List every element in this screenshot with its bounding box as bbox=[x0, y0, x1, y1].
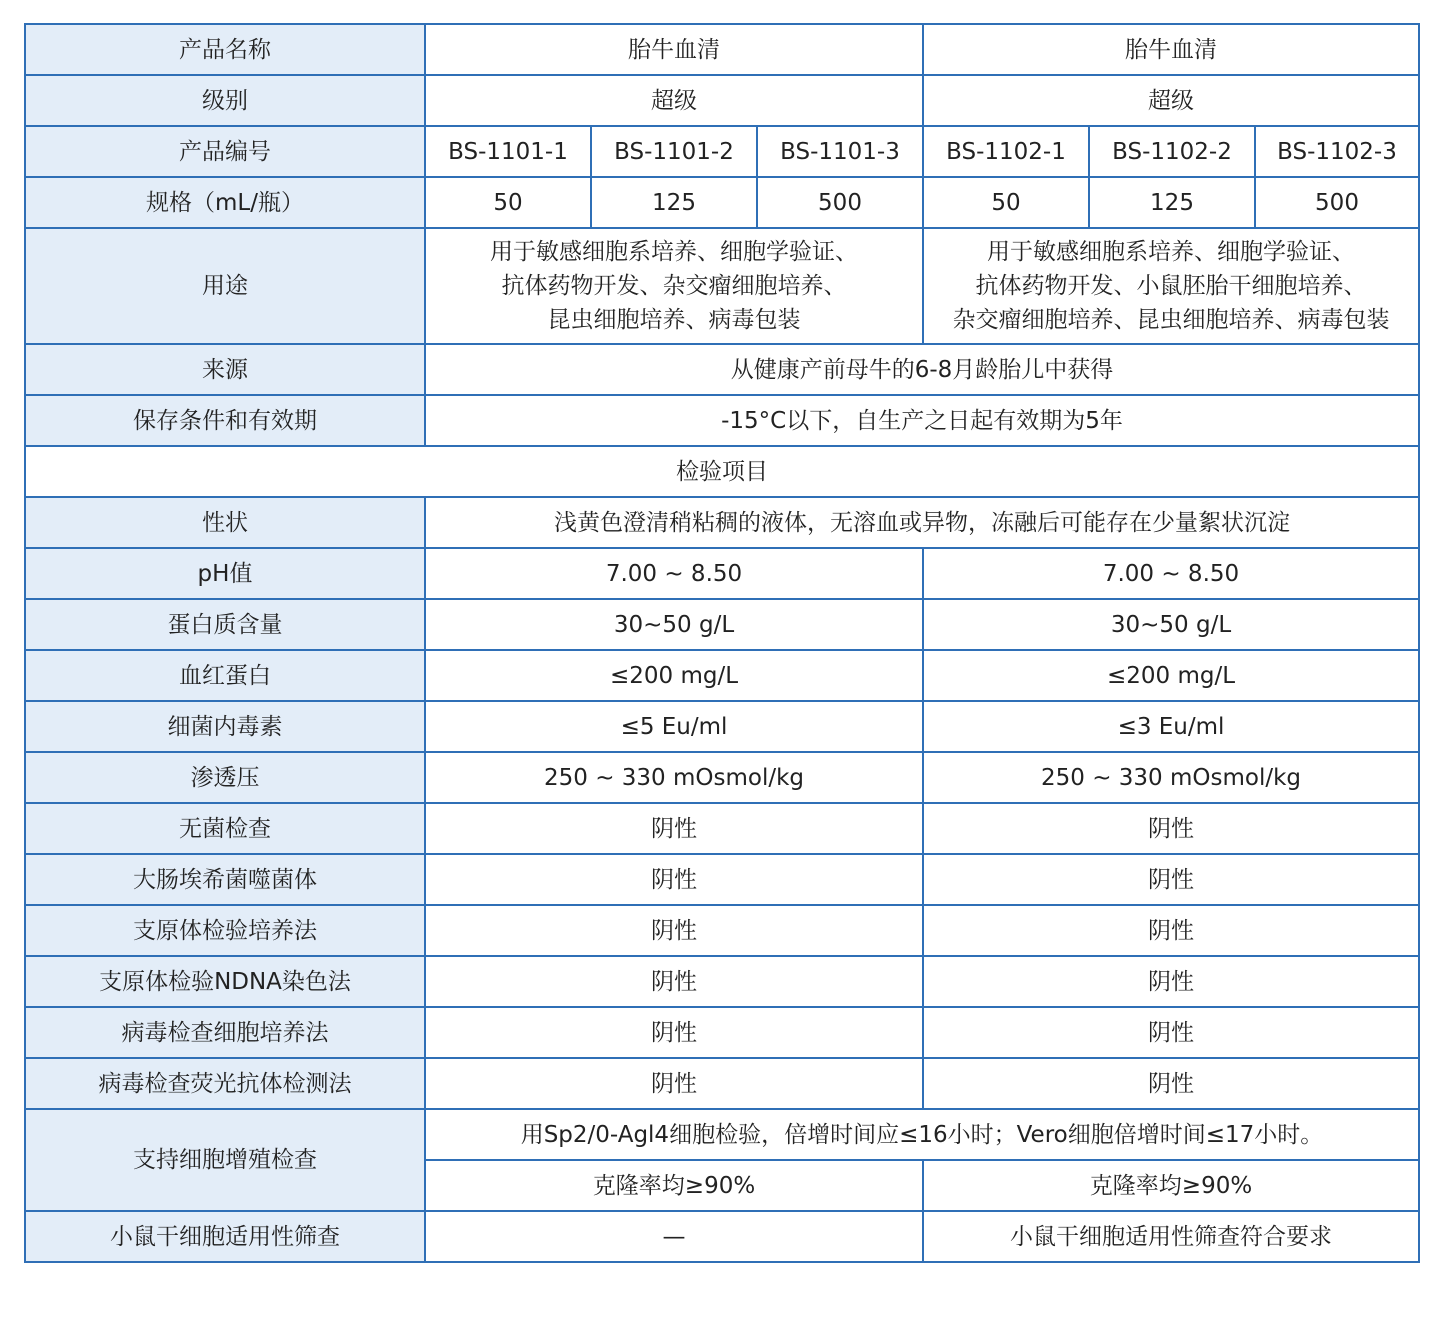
product-code-cell: BS-1101-3 bbox=[757, 126, 923, 177]
cell-value: 阴性 bbox=[923, 854, 1419, 905]
cell-value: — bbox=[425, 1211, 923, 1262]
row-label: 大肠埃希菌噬菌体 bbox=[25, 854, 425, 905]
row-label: pH值 bbox=[25, 548, 425, 599]
usage-line: 抗体药物开发、小鼠胚胎干细胞培养、 bbox=[975, 273, 1367, 299]
row-storage bbox=[25, 395, 1419, 446]
usage-line: 杂交瘤细胞培养、昆虫细胞培养、病毒包装 bbox=[952, 307, 1390, 333]
row-inspection-header bbox=[25, 446, 1419, 497]
row-test bbox=[25, 854, 1419, 905]
row-test bbox=[25, 905, 1419, 956]
cell-value: 阴性 bbox=[923, 956, 1419, 1007]
cell-value: 250 ~ 330 mOsmol/kg bbox=[425, 752, 923, 803]
product-code-cell: BS-1101-2 bbox=[591, 126, 757, 177]
row-source bbox=[25, 344, 1419, 395]
cell-value: 超级 bbox=[923, 75, 1419, 126]
size-cell: 50 bbox=[425, 177, 591, 228]
row-grade bbox=[25, 75, 1419, 126]
cell-value: 阴性 bbox=[923, 905, 1419, 956]
cell-value: 阴性 bbox=[425, 1058, 923, 1109]
row-stem-cell bbox=[25, 1211, 1419, 1262]
row-label: 规格（mL/瓶） bbox=[25, 177, 425, 228]
cell-value: 克隆率均≥90% bbox=[923, 1160, 1419, 1211]
cell-value: 阴性 bbox=[425, 854, 923, 905]
row-label: 血红蛋白 bbox=[25, 650, 425, 701]
row-usage bbox=[25, 228, 1419, 344]
row-label: 支持细胞增殖检查 bbox=[25, 1109, 425, 1211]
cell-value: 超级 bbox=[425, 75, 923, 126]
row-test bbox=[25, 1058, 1419, 1109]
size-cell: 125 bbox=[591, 177, 757, 228]
usage-cell-a bbox=[425, 228, 923, 344]
row-label: 支原体检验NDNA染色法 bbox=[25, 956, 425, 1007]
row-size bbox=[25, 177, 1419, 228]
row-label: 保存条件和有效期 bbox=[25, 395, 425, 446]
row-product-code bbox=[25, 126, 1419, 177]
row-test bbox=[25, 803, 1419, 854]
row-label: 产品名称 bbox=[25, 24, 425, 75]
row-label: 蛋白质含量 bbox=[25, 599, 425, 650]
product-code-cell: BS-1102-1 bbox=[923, 126, 1089, 177]
row-label: 支原体检验培养法 bbox=[25, 905, 425, 956]
cell-value: ≤200 mg/L bbox=[923, 650, 1419, 701]
cell-value: -15°C以下，自生产之日起有效期为5年 bbox=[425, 395, 1419, 446]
size-cell: 50 bbox=[923, 177, 1089, 228]
usage-line: 用于敏感细胞系培养、细胞学验证、 bbox=[987, 239, 1355, 265]
row-label: 无菌检查 bbox=[25, 803, 425, 854]
product-code-cell: BS-1102-2 bbox=[1089, 126, 1255, 177]
row-label: 渗透压 bbox=[25, 752, 425, 803]
row-label: 级别 bbox=[25, 75, 425, 126]
product-code-cell: BS-1101-1 bbox=[425, 126, 591, 177]
row-label: 来源 bbox=[25, 344, 425, 395]
row-proliferation bbox=[25, 1109, 1419, 1160]
row-appearance bbox=[25, 497, 1419, 548]
cell-value: 小鼠干细胞适用性筛查符合要求 bbox=[923, 1211, 1419, 1262]
usage-line: 用于敏感细胞系培养、细胞学验证、 bbox=[490, 239, 858, 265]
section-heading: 检验项目 bbox=[25, 446, 1419, 497]
cell-value: ≤5 Eu/ml bbox=[425, 701, 923, 752]
size-cell: 500 bbox=[1255, 177, 1419, 228]
cell-value: 克隆率均≥90% bbox=[425, 1160, 923, 1211]
row-label: 性状 bbox=[25, 497, 425, 548]
row-label: 产品编号 bbox=[25, 126, 425, 177]
cell-value: 阴性 bbox=[923, 803, 1419, 854]
row-label: 用途 bbox=[25, 228, 425, 344]
product-spec-table bbox=[24, 23, 1420, 1263]
cell-value: 7.00 ~ 8.50 bbox=[425, 548, 923, 599]
cell-value: 阴性 bbox=[923, 1058, 1419, 1109]
row-test bbox=[25, 956, 1419, 1007]
product-code-cell: BS-1102-3 bbox=[1255, 126, 1419, 177]
cell-value: 30~50 g/L bbox=[425, 599, 923, 650]
size-cell: 125 bbox=[1089, 177, 1255, 228]
cell-value: 阴性 bbox=[425, 1007, 923, 1058]
cell-value: 7.00 ~ 8.50 bbox=[923, 548, 1419, 599]
cell-value: 胎牛血清 bbox=[923, 24, 1419, 75]
row-test bbox=[25, 701, 1419, 752]
row-label: 小鼠干细胞适用性筛查 bbox=[25, 1211, 425, 1262]
usage-cell-b bbox=[923, 228, 1419, 344]
usage-line: 抗体药物开发、杂交瘤细胞培养、 bbox=[501, 273, 847, 299]
row-test bbox=[25, 1007, 1419, 1058]
cell-value: 阴性 bbox=[923, 1007, 1419, 1058]
cell-value: 30~50 g/L bbox=[923, 599, 1419, 650]
cell-value: 250 ~ 330 mOsmol/kg bbox=[923, 752, 1419, 803]
row-test bbox=[25, 548, 1419, 599]
cell-value: 胎牛血清 bbox=[425, 24, 923, 75]
row-product-name bbox=[25, 24, 1419, 75]
row-label: 病毒检查荧光抗体检测法 bbox=[25, 1058, 425, 1109]
row-test bbox=[25, 752, 1419, 803]
row-label: 细菌内毒素 bbox=[25, 701, 425, 752]
row-label: 病毒检查细胞培养法 bbox=[25, 1007, 425, 1058]
cell-value: 从健康产前母牛的6-8月龄胎儿中获得 bbox=[425, 344, 1419, 395]
size-cell: 500 bbox=[757, 177, 923, 228]
cell-value: ≤3 Eu/ml bbox=[923, 701, 1419, 752]
cell-value: 阴性 bbox=[425, 905, 923, 956]
usage-line: 昆虫细胞培养、病毒包装 bbox=[547, 307, 801, 333]
row-test bbox=[25, 650, 1419, 701]
cell-value: 用Sp2/0-Agl4细胞检验，倍增时间应≤16小时；Vero细胞倍增时间≤17小时。 bbox=[425, 1109, 1419, 1160]
cell-value: 阴性 bbox=[425, 956, 923, 1007]
cell-value: 浅黄色澄清稍粘稠的液体，无溶血或异物，冻融后可能存在少量絮状沉淀 bbox=[425, 497, 1419, 548]
row-test bbox=[25, 599, 1419, 650]
cell-value: ≤200 mg/L bbox=[425, 650, 923, 701]
cell-value: 阴性 bbox=[425, 803, 923, 854]
